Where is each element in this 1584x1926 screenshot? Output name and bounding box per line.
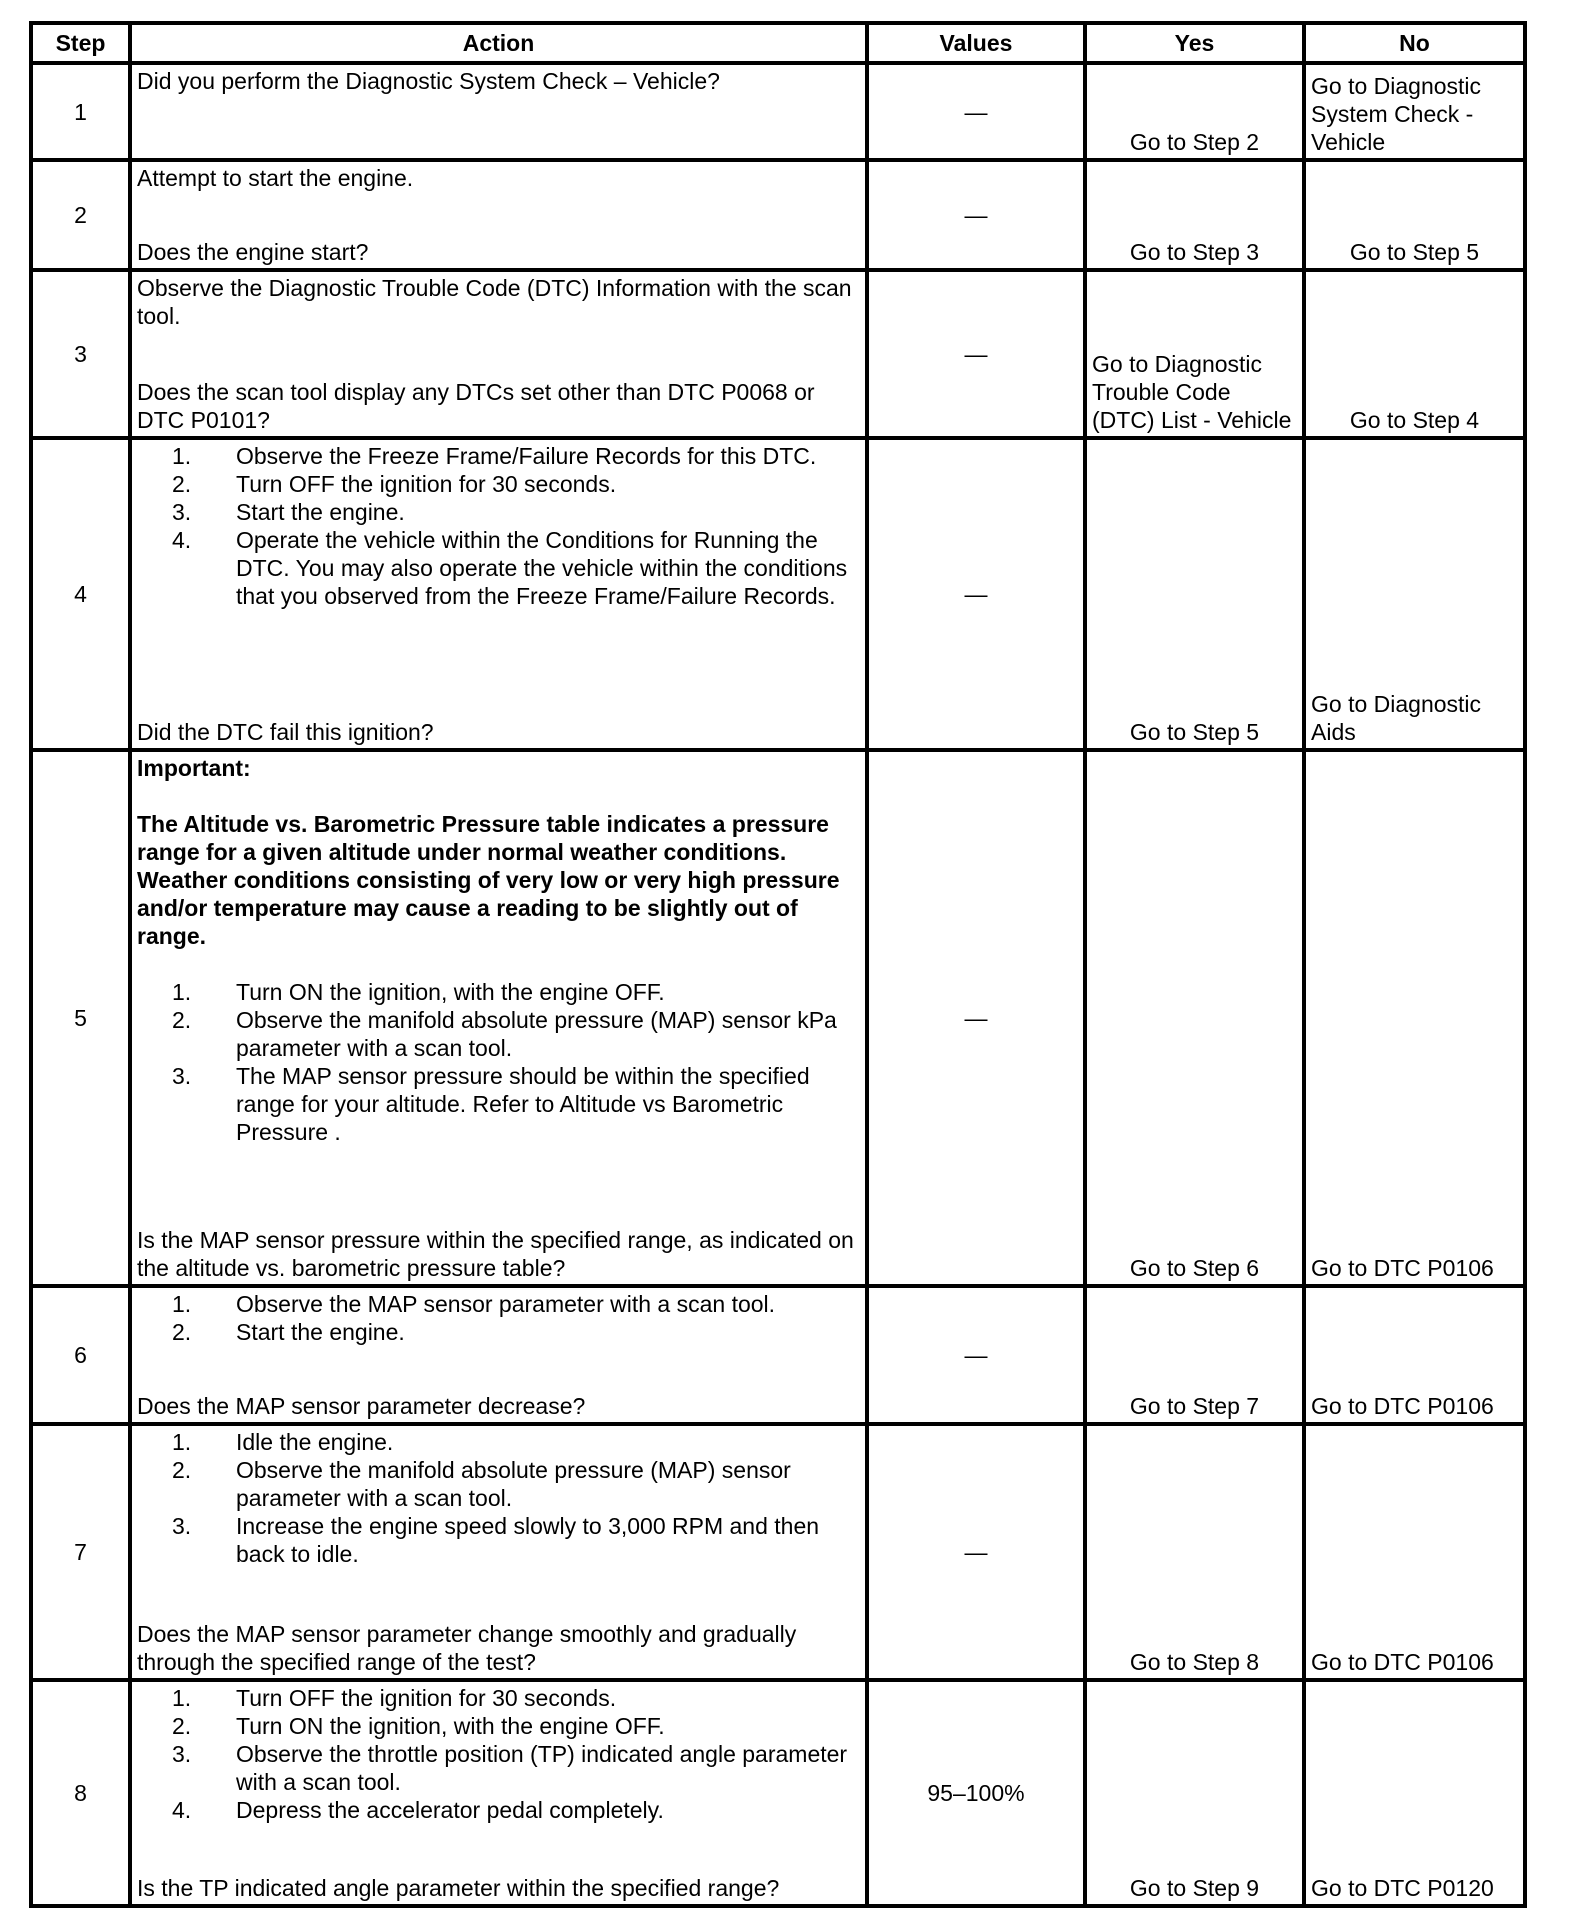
- action-cell: [130, 1424, 867, 1680]
- yes-cell: Go to Step 2: [1085, 63, 1304, 160]
- list-item: Observe the MAP sensor parameter with a scan tool.: [236, 1291, 776, 1317]
- values-cell: —: [867, 270, 1085, 438]
- yes-cell: Go to Step 5: [1085, 438, 1304, 750]
- yes-cell: Go to Diagnostic Trouble Code (DTC) List - Vehicle: [1085, 270, 1304, 438]
- list-item: Start the engine.: [236, 499, 405, 525]
- header-yes: Yes: [1085, 23, 1304, 63]
- list-item: Turn ON the ignition, with the engine OFF.: [236, 1713, 665, 1739]
- table-row-step-5: [31, 750, 1525, 1286]
- list-item: Operate the vehicle within the Conditions for Running the DTC. You may also operate the vehicle within the conditions that you observed from the Freeze Frame/Failure Records.: [236, 527, 848, 609]
- action-intro: Observe the Diagnostic Trouble Code (DTC) Information with the scan tool.: [137, 275, 852, 329]
- list-item: Observe the manifold absolute pressure (MAP) sensor parameter with a scan tool.: [236, 1457, 791, 1511]
- list-item: Idle the engine.: [236, 1429, 394, 1455]
- diagnostic-table: [29, 21, 1527, 1908]
- list-item: Observe the manifold absolute pressure (MAP) sensor kPa parameter with a scan tool.: [236, 1007, 837, 1061]
- action-question: Is the MAP sensor pressure within the specified range, as indicated on the altitude vs. barometric pressure table?: [137, 1227, 854, 1281]
- action-question: Does the engine start?: [137, 239, 369, 265]
- action-steps-list: [137, 1426, 860, 1568]
- action-question: Does the MAP sensor parameter decrease?: [137, 1393, 586, 1419]
- action-cell: [130, 750, 867, 1286]
- action-cell: [130, 160, 867, 270]
- step-number: 2: [31, 160, 130, 270]
- no-cell: Go to DTC P0106: [1304, 1286, 1525, 1424]
- important-label: Important:: [137, 755, 251, 781]
- step-number: 4: [31, 438, 130, 750]
- list-item: Increase the engine speed slowly to 3,000 RPM and then back to idle.: [236, 1513, 820, 1567]
- no-cell: Go to DTC P0106: [1304, 750, 1525, 1286]
- step-number: 6: [31, 1286, 130, 1424]
- action-cell: [130, 1680, 867, 1906]
- table-row-step-1: [31, 63, 1525, 160]
- list-item: Depress the accelerator pedal completely.: [236, 1797, 664, 1823]
- no-cell: Go to DTC P0120: [1304, 1680, 1525, 1906]
- values-cell: —: [867, 750, 1085, 1286]
- action-steps-list: [137, 440, 860, 610]
- header-action: Action: [130, 23, 867, 63]
- step-number: 3: [31, 270, 130, 438]
- table-row-step-6: [31, 1286, 1525, 1424]
- values-cell: 95–100%: [867, 1680, 1085, 1906]
- table-row-step-7: [31, 1424, 1525, 1680]
- header-values: Values: [867, 23, 1085, 63]
- list-item: Turn ON the ignition, with the engine OFF.: [236, 979, 665, 1005]
- yes-cell: Go to Step 8: [1085, 1424, 1304, 1680]
- table-row-step-8: [31, 1680, 1525, 1906]
- action-question: Did the DTC fail this ignition?: [137, 719, 434, 745]
- values-cell: —: [867, 160, 1085, 270]
- action-cell: [130, 438, 867, 750]
- action-intro: Attempt to start the engine.: [137, 165, 414, 191]
- important-note: The Altitude vs. Barometric Pressure table indicates a pressure range for a given altitude under normal weather conditions. Weather conditions consisting of very low or very high pressure and/or temperature may cause a reading to be slightly out of range.: [137, 811, 840, 949]
- yes-cell: Go to Step 7: [1085, 1286, 1304, 1424]
- action-steps-list: [137, 1288, 860, 1346]
- list-item: The MAP sensor pressure should be within the specified range for your altitude. Refer to Altitude vs Barometric Pressure .: [236, 1063, 810, 1145]
- list-item: Observe the throttle position (TP) indicated angle parameter with a scan tool.: [236, 1741, 848, 1795]
- list-item: Turn OFF the ignition for 30 seconds.: [236, 471, 617, 497]
- no-cell: Go to Diagnostic Aids: [1304, 438, 1525, 750]
- header-step: Step: [31, 23, 130, 63]
- action-intro: Did you perform the Diagnostic System Check – Vehicle?: [137, 68, 720, 94]
- action-question: Is the TP indicated angle parameter within the specified range?: [137, 1875, 780, 1901]
- yes-cell: Go to Step 9: [1085, 1680, 1304, 1906]
- no-cell: Go to Diagnostic System Check - Vehicle: [1304, 63, 1525, 160]
- values-cell: —: [867, 63, 1085, 160]
- list-item: Turn OFF the ignition for 30 seconds.: [236, 1685, 617, 1711]
- action-steps-list: [137, 1682, 860, 1824]
- values-cell: —: [867, 438, 1085, 750]
- no-cell: Go to Step 4: [1304, 270, 1525, 438]
- no-cell: Go to DTC P0106: [1304, 1424, 1525, 1680]
- header-no: No: [1304, 23, 1525, 63]
- values-cell: —: [867, 1286, 1085, 1424]
- action-cell: [130, 63, 867, 160]
- table-row-step-2: [31, 160, 1525, 270]
- yes-cell: Go to Step 6: [1085, 750, 1304, 1286]
- table-row-step-3: [31, 270, 1525, 438]
- table-row-step-4: [31, 438, 1525, 750]
- step-number: 7: [31, 1424, 130, 1680]
- yes-cell: Go to Step 3: [1085, 160, 1304, 270]
- action-cell: [130, 1286, 867, 1424]
- action-question: Does the MAP sensor parameter change smoothly and gradually through the specified range of the test?: [137, 1621, 797, 1675]
- action-steps-list: [137, 978, 860, 1146]
- list-item: Start the engine.: [236, 1319, 405, 1345]
- values-cell: —: [867, 1424, 1085, 1680]
- step-number: 1: [31, 63, 130, 160]
- step-number: 8: [31, 1680, 130, 1906]
- list-item: Observe the Freeze Frame/Failure Records for this DTC.: [236, 443, 817, 469]
- header-row: [31, 23, 1525, 63]
- action-question: Does the scan tool display any DTCs set other than DTC P0068 or DTC P0101?: [137, 379, 815, 433]
- action-cell: [130, 270, 867, 438]
- step-number: 5: [31, 750, 130, 1286]
- no-cell: Go to Step 5: [1304, 160, 1525, 270]
